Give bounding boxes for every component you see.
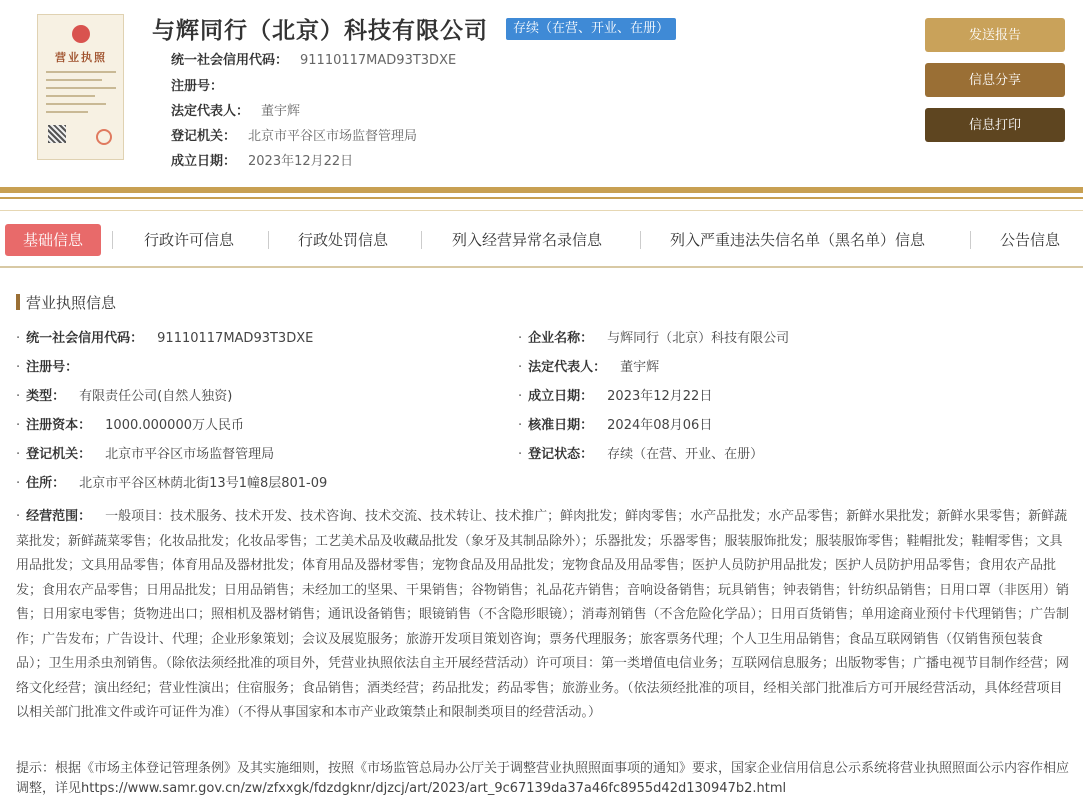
tab-basic-info[interactable]: 基础信息: [5, 224, 101, 256]
field-address: · 住所： 北京市平谷区林荫北街13号1幢8层801-09: [16, 476, 328, 491]
tab-separator: [640, 231, 641, 249]
tab-admin-penalty[interactable]: 行政处罚信息: [298, 231, 389, 249]
header-reg-number: 注册号：: [171, 79, 224, 94]
field-approval-date: · 核准日期： 2024年08月06日: [518, 418, 713, 433]
official-stamp-icon: [96, 129, 112, 145]
tab-abnormal-list[interactable]: 列入经营异常名录信息: [452, 231, 603, 249]
tab-separator: [112, 231, 113, 249]
qr-code-icon: [48, 125, 66, 143]
header-divider-light: [0, 210, 1083, 211]
header-divider: [0, 187, 1083, 193]
send-report-button[interactable]: 发送报告: [925, 18, 1065, 52]
field-establish-date: · 成立日期： 2023年12月22日: [518, 389, 713, 404]
field-reg-status: · 登记状态： 存续（在营、开业、在册）: [518, 447, 764, 462]
section-title: 营业执照信息: [16, 292, 116, 313]
field-credit-code: · 统一社会信用代码： 91110117MAD93T3DXE: [16, 331, 314, 346]
field-reg-number: · 注册号：: [16, 360, 79, 375]
status-badge: 存续（在营、开业、在册）: [506, 18, 676, 40]
header-reg-authority: 登记机关： 北京市平谷区市场监督管理局: [171, 129, 418, 144]
company-name: 与辉同行（北京）科技有限公司: [152, 18, 488, 44]
license-thumb-title: 营业执照: [55, 51, 107, 64]
tab-separator: [421, 231, 422, 249]
print-info-button[interactable]: 信息打印: [925, 108, 1065, 142]
field-company-name: · 企业名称： 与辉同行（北京）科技有限公司: [518, 331, 790, 346]
business-scope-text: 一般项目：技术服务、技术开发、技术咨询、技术交流、技术转让、技术推广；鲜肉批发；鲜肉零售；水产品批发；水产品零售；新鲜水果批发；新鲜水果零售；新鲜蔬菜批发；新鲜蔬菜零售；化妆品批发；化妆品零售；工艺美术品及收藏品批发（象牙及其制品除外）；乐器批发；乐器零售；服装服饰批发；服装服饰零售；鞋帽批发；鞋帽零售；文具用品批发；文具用品零售；体育用品及器材批发；体育用品及器材零售；宠物食品及用品批发；宠物食品及用品零售；医护人员防护用品批发；医护人员防护用品零售；食用农产品批发；食用农产品零售；日用品批发；日用品销售；未经加工的坚果、干果销售；谷物销售；礼品花卉销售；音响设备销售；玩具销售；钟表销售；针纺织品销售；日用口罩（非医用）销售；日用家电零售；货物进出口；照相机及器材销售；通讯设备销售；眼镜销售（不含隐形眼镜）；消毒剂销售（不含危险化学品）；日用百货销售；单用途商业预付卡代理销售；广告制作；广告发布；广告设计、代理；企业形象策划；会议及展览服务；旅游开发项目策划咨询；票务代理服务；旅客票务代理；个人卫生用品销售；食品互联网销售（仅销售预包装食品）；卫生用杀虫剂销售。（除依法须经批准的项目外，凭营业执照依法自主开展经营活动）许可项目：第一类增值电信业务；互联网信息服务；出版物零售；广播电视节目制作经营；网络文化经营；演出经纪；营业性演出；住宿服务；食品销售；酒类经营；药品批发；药品零售；旅游业务。（依法须经批准的项目，经相关部门批准后方可开展经营活动，具体经营项目以相关部门批准文件或许可证件为准）（不得从事国家和本市产业政策禁止和限制类项目的经营活动。）: [16, 509, 1070, 720]
notice-tip: 提示：根据《市场主体登记管理条例》及其实施细则，按照《市场监管总局办公厅关于调整营业执照照面事项的通知》要求，国家企业信用信息公示系统将营业执照照面公示内容作相应调整，详见https://www.samr.gov.cn/zw/zfxxgk/fdzdgknr/djzcj/art/2023/art_9c67139da37a46fc8955d42d130947b2.html: [16, 761, 1070, 796]
info-tabs: [0, 224, 1083, 268]
national-emblem-icon: [72, 25, 90, 43]
tab-separator: [970, 231, 971, 249]
license-text-lines: [46, 71, 116, 119]
field-reg-authority: · 登记机关： 北京市平谷区市场监督管理局: [16, 447, 275, 462]
field-type: · 类型： 有限责任公司(自然人独资): [16, 389, 233, 404]
tab-announcements[interactable]: 公告信息: [1000, 231, 1061, 249]
tab-blacklist[interactable]: 列入严重违法失信名单（黑名单）信息: [670, 231, 926, 249]
field-legal-rep: · 法定代表人： 董宇辉: [518, 360, 660, 375]
header-credit-code: 统一社会信用代码： 91110117MAD93T3DXE: [171, 53, 457, 68]
company-header: [0, 0, 1083, 185]
field-business-scope: · 经营范围： 一般项目：技术服务、技术开发、技术咨询、技术交流、技术转让、技术推广；鲜肉批发；鲜肉零售；水产品批发；水产品零售；新鲜水果批发；新鲜水果零售；新鲜蔬菜批发；新鲜蔬菜零售；化妆品批发；化妆品零售；工艺美术品及收藏品批发（象牙及其制品除外）；乐器批发；乐器零售；服装服饰批发；服装服饰零售；鞋帽批发；鞋帽零售；文具用品批发；文具用品零售；体育用品及器材批发；体育用品及器材零售；宠物食品及用品批发；宠物食品及用品零售；医护人员防护用品批发；医护人员防护用品零售；食用农产品批发；食用农产品零售；日用品批发；日用品销售；未经加工的坚果、干果销售；谷物销售；礼品花卉销售；音响设备销售；玩具销售；钟表销售；针纺织品销售；日用口罩（非医用）销售；日用家电零售；货物进出口；照相机及器材销售；通讯设备销售；眼镜销售（不含隐形眼镜）；消毒剂销售（不含危险化学品）；日用百货销售；单用途商业预付卡代理销售；广告制作；广告发布；广告设计、代理；企业形象策划；会议及展览服务；旅游开发项目策划咨询；票务代理服务；旅客票务代理；个人卫生用品销售；食品互联网销售（仅销售预包装食品）；卫生用杀虫剂销售。（除依法须经批准的项目外，凭营业执照依法自主开展经营活动）许可项目：第一类增值电信业务；互联网信息服务；出版物零售；广播电视节目制作经营；网络文化经营；演出经纪；营业性演出；住宿服务；食品销售；酒类经营；药品批发；药品零售；旅游业务。（依法须经批准的项目，经相关部门批准后方可开展经营活动，具体经营项目以相关部门批准文件或许可证件为准）（不得从事国家和本市产业政策禁止和限制类项目的经营活动。）: [16, 509, 1070, 720]
tab-admin-license[interactable]: 行政许可信息: [144, 231, 235, 249]
header-establish-date: 成立日期： 2023年12月22日: [171, 154, 354, 169]
tab-separator: [268, 231, 269, 249]
header-legal-rep: 法定代表人： 董宇辉: [171, 104, 301, 119]
field-reg-capital: · 注册资本： 1000.000000万人民币: [16, 418, 244, 433]
header-divider-thin: [0, 197, 1083, 199]
share-info-button[interactable]: 信息分享: [925, 63, 1065, 97]
business-license-thumbnail[interactable]: [37, 14, 124, 160]
